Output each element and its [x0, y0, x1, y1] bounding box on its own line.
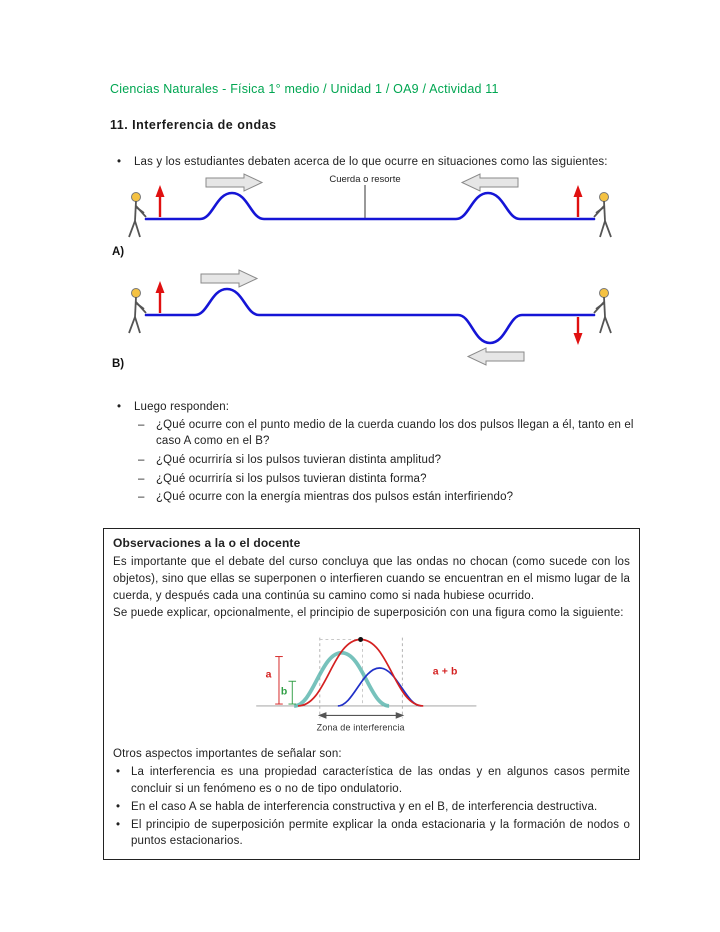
teacher-box-title: Observaciones a la o el docente — [113, 535, 301, 550]
teacher-box-paragraph-2: Se puede explicar, opcionalmente, el principio de superposición con una figura como la siguiente: — [113, 606, 624, 619]
aspect-text: El principio de superposición permite explicar la onda estacionaria y la formación de nodos o puntos estacionarios. — [131, 818, 630, 848]
page-title: 11. Interferencia de ondas — [110, 118, 277, 132]
case-b-label: B) — [112, 358, 125, 371]
pulse-direction-left-arrow-icon — [462, 174, 518, 191]
person-right-icon — [594, 289, 611, 334]
question-text: ¿Qué ocurre con la energía mientras dos pulsos están interfiriendo? — [156, 491, 514, 504]
document-content — [110, 82, 638, 860]
aspect-item — [113, 817, 630, 851]
intro-text: Las y los estudiantes debaten acerca de lo que ocurre en situaciones como las siguientes: — [134, 156, 608, 168]
dash-marker: – — [138, 418, 145, 431]
case-a-label: A) — [112, 246, 125, 259]
superposition-figure-svg — [239, 630, 505, 742]
rope-path — [146, 289, 594, 343]
aspects-list — [113, 764, 630, 850]
amplitude-b-label: b — [280, 686, 287, 698]
hand-motion-down-arrow-right-icon — [574, 317, 583, 345]
person-right-icon — [594, 193, 611, 238]
question-item — [136, 489, 638, 506]
respond-bullet — [110, 399, 638, 416]
dash-marker: – — [138, 472, 145, 485]
aspects-lead-text: Otros aspectos importantes de señalar son: — [113, 747, 342, 760]
intro-bullet — [110, 154, 638, 171]
person-left-icon — [129, 193, 146, 238]
person-left-icon — [129, 289, 146, 334]
pulse-a-curve — [294, 652, 389, 705]
hand-motion-up-arrow-left-icon — [156, 185, 165, 217]
bullet-marker: • — [117, 156, 122, 168]
peak-dot — [358, 637, 363, 642]
rope-path — [146, 193, 594, 219]
question-item — [136, 452, 638, 469]
question-text: ¿Qué ocurriría si los pulsos tuvieran distinta amplitud? — [156, 453, 442, 466]
amplitude-b-bracket — [288, 681, 296, 704]
zone-extent-arrow — [317, 712, 403, 719]
aspect-item — [113, 764, 630, 798]
question-item — [136, 417, 638, 450]
teacher-box-paragraph-1: Es importante que el debate del curso concluya que las ondas no chocan (como sucede con los objetos), sino que ellas se superponen o interfieren cuando se encuentran en el mismo lugar de la cuerda, y después cada una continúa su camino como si nada hubiese ocurrido. — [113, 556, 630, 602]
aspect-item — [113, 799, 630, 816]
pulse-direction-left-arrow-icon — [468, 348, 524, 365]
zone-label: Zona de interferencia — [316, 722, 405, 733]
rope-diagram-case-a — [110, 173, 630, 261]
amplitude-a-label: a — [265, 668, 272, 680]
teacher-observations-box — [103, 528, 640, 860]
respond-lead-text: Luego responden: — [134, 401, 230, 414]
dash-marker: – — [138, 453, 145, 466]
question-item — [136, 471, 638, 488]
aspect-text: La interferencia es una propiedad característica de las ondas y en algunos casos permite concluir si un fenómeno es o no de tipo ondulatorio. — [131, 766, 630, 796]
question-text: ¿Qué ocurre con el punto medio de la cuerda cuando los dos pulsos llegan a él, tanto en el caso A como en el B? — [156, 418, 634, 448]
dash-marker: – — [138, 491, 145, 504]
hand-motion-up-arrow-left-icon — [156, 281, 165, 313]
pulse-direction-right-arrow-icon — [201, 270, 257, 287]
pulse-direction-right-arrow-icon — [206, 174, 262, 191]
rope-caption: Cuerda o resorte — [329, 174, 401, 186]
bullet-marker: • — [116, 766, 121, 779]
bullet-marker: • — [116, 818, 121, 831]
bullet-marker: • — [116, 800, 121, 813]
question-text: ¿Qué ocurriría si los pulsos tuvieran distinta forma? — [156, 472, 427, 485]
sum-label: a + b — [432, 666, 458, 678]
hand-motion-up-arrow-right-icon — [574, 185, 583, 217]
superposition-figure — [113, 630, 630, 742]
bullet-marker: • — [117, 401, 122, 414]
aspect-text: En el caso A se habla de interferencia constructiva y en el B, de interferencia destructiva. — [131, 800, 598, 813]
rope-diagram-case-b — [110, 269, 630, 373]
breadcrumb: Ciencias Naturales - Física 1° medio / Unidad 1 / OA9 / Actividad 11 — [110, 82, 499, 96]
